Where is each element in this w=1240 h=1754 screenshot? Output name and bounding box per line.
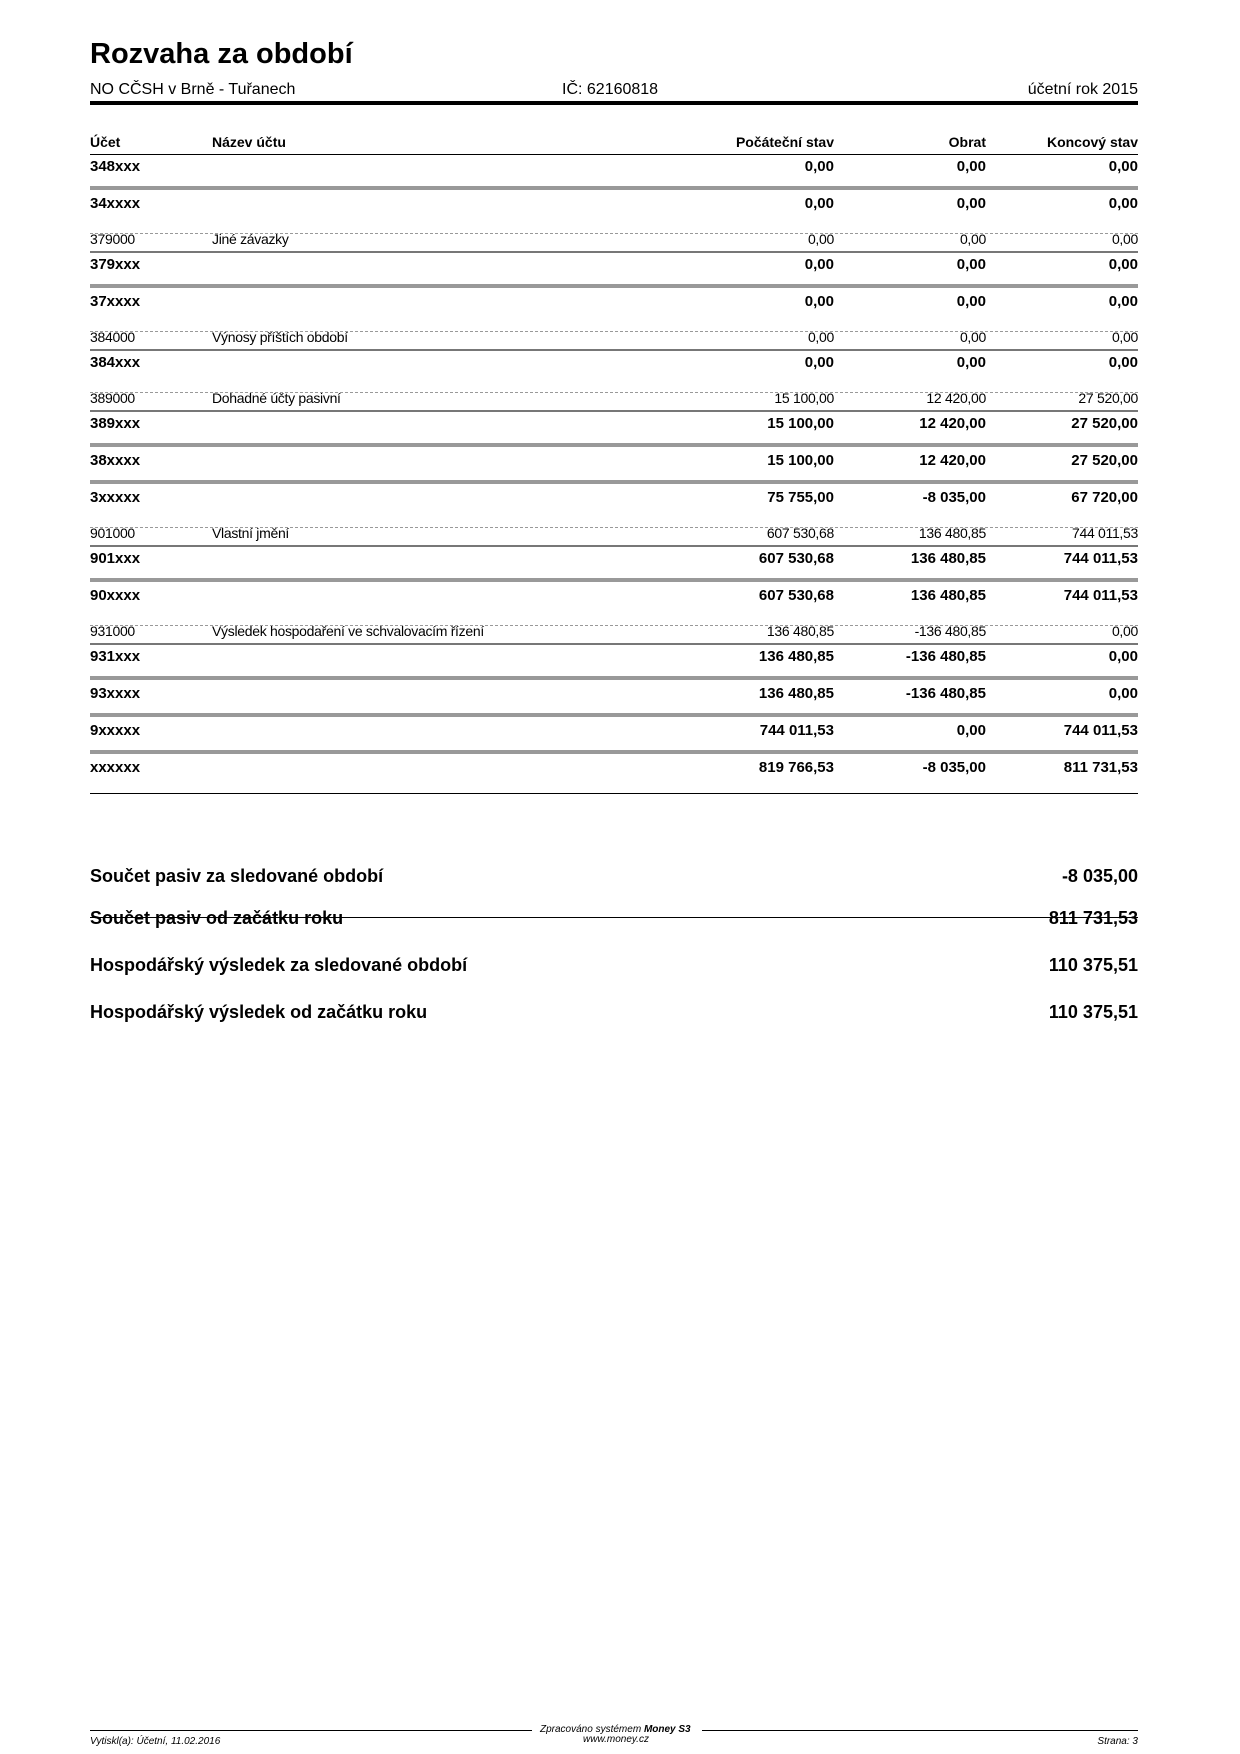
final-balance: 744 011,53	[1063, 722, 1138, 739]
turnover: 0,00	[956, 293, 986, 310]
company-id: IČ: 62160818	[562, 81, 659, 98]
row-separator-thick	[90, 750, 1138, 754]
detail-row	[90, 229, 1138, 249]
final-balance: 0,00	[1108, 293, 1138, 310]
final-balance: 0,00	[1108, 354, 1138, 371]
page-footer	[90, 1724, 1138, 1754]
initial-balance: 75 755,00	[767, 489, 834, 506]
summary-row	[90, 414, 1138, 434]
initial-balance: 136 480,85	[758, 685, 834, 702]
page-title: Rozvaha za období	[90, 38, 353, 70]
account-number: 38xxxx	[90, 452, 141, 469]
initial-balance: 0,00	[804, 256, 834, 273]
turnover: 0,00	[956, 256, 986, 273]
initial-balance: 0,00	[804, 293, 834, 310]
final-balance: 0,00	[1108, 195, 1138, 212]
turnover: -8 035,00	[922, 489, 986, 506]
initial-balance: 607 530,68	[766, 525, 834, 541]
summary-row	[90, 353, 1138, 373]
initial-balance: 15 100,00	[767, 452, 834, 469]
turnover: 0,00	[956, 354, 986, 371]
initial-balance: 607 530,68	[758, 587, 834, 604]
column-end: Koncový stav	[1046, 134, 1138, 150]
account-number: 3xxxxx	[90, 489, 141, 506]
account-number: 384xxx	[90, 354, 141, 371]
report-page	[90, 0, 1138, 1754]
total-value: 110 375,51	[1048, 1002, 1138, 1022]
final-balance: 0,00	[1111, 623, 1138, 639]
turnover: 136 480,85	[918, 525, 986, 541]
row-separator	[90, 545, 1138, 547]
turnover: -8 035,00	[922, 759, 986, 776]
initial-balance: 15 100,00	[774, 390, 834, 406]
final-balance: 744 011,53	[1063, 550, 1138, 567]
account-number: 931xxx	[90, 648, 141, 665]
initial-balance: 136 480,85	[766, 623, 834, 639]
turnover: 0,00	[956, 158, 986, 175]
row-separator	[90, 410, 1138, 412]
summary-row	[90, 488, 1138, 508]
account-number: 384000	[90, 329, 135, 345]
turnover: 0,00	[959, 329, 986, 345]
total-label: Hospodářský výsledek od začátku roku	[90, 1002, 428, 1022]
initial-balance: 0,00	[807, 329, 834, 345]
row-separator-thick	[90, 676, 1138, 680]
processed-prefix: Zpracováno systémem	[540, 1724, 644, 1735]
turnover: 12 420,00	[926, 390, 986, 406]
table-header	[90, 132, 1138, 152]
footer-rule-left	[90, 1730, 532, 1731]
detail-row	[90, 327, 1138, 347]
account-number: 348xxx	[90, 158, 141, 175]
printed-by: Vytiskl(a): Účetní, 11.02.2016	[90, 1736, 221, 1747]
account-number: 34xxxx	[90, 195, 141, 212]
column-name: Název účtu	[212, 134, 286, 150]
turnover: -136 480,85	[905, 685, 986, 702]
page-number: Strana: 3	[1097, 1736, 1138, 1747]
summary-row	[90, 255, 1138, 275]
summary-row	[90, 647, 1138, 667]
account-number: xxxxxx	[90, 759, 141, 776]
final-balance: 0,00	[1111, 231, 1138, 247]
total-row	[90, 864, 1138, 888]
total-label: Hospodářský výsledek za sledované období	[90, 955, 468, 975]
final-balance: 0,00	[1108, 648, 1138, 665]
final-balance: 744 011,53	[1063, 587, 1138, 604]
initial-balance: 0,00	[804, 195, 834, 212]
row-separator	[90, 251, 1138, 253]
final-balance: 0,00	[1111, 329, 1138, 345]
account-number: 389000	[90, 390, 135, 406]
account-number: 9xxxxx	[90, 722, 141, 739]
final-balance: 744 011,53	[1071, 525, 1138, 541]
turnover: -136 480,85	[905, 648, 986, 665]
row-separator	[90, 349, 1138, 351]
final-balance: 27 520,00	[1071, 452, 1138, 469]
row-separator	[90, 643, 1138, 645]
initial-balance: 819 766,53	[758, 759, 834, 776]
initial-balance: 136 480,85	[758, 648, 834, 665]
summary-row	[90, 157, 1138, 177]
final-balance: 27 520,00	[1071, 415, 1138, 432]
turnover: 12 420,00	[919, 452, 986, 469]
row-separator-thick	[90, 284, 1138, 288]
account-number: 931000	[90, 623, 135, 639]
turnover: 136 480,85	[910, 550, 986, 567]
account-number: 901000	[90, 525, 135, 541]
total-value: 811 731,53	[1048, 908, 1138, 928]
account-number: 37xxxx	[90, 293, 141, 310]
account-name: Dohadné účty pasivní	[212, 390, 341, 406]
final-balance: 0,00	[1108, 158, 1138, 175]
initial-balance: 607 530,68	[758, 550, 834, 567]
summary-row	[90, 451, 1138, 471]
final-balance: 0,00	[1108, 256, 1138, 273]
initial-balance: 0,00	[804, 158, 834, 175]
brand-name: Money S3	[643, 1724, 691, 1735]
table-header-rule	[90, 154, 1138, 155]
account-name: Výnosy příštích období	[212, 329, 348, 345]
turnover: 0,00	[956, 195, 986, 212]
final-balance: 811 731,53	[1063, 759, 1138, 776]
detail-row	[90, 523, 1138, 543]
account-number: 90xxxx	[90, 587, 141, 604]
summary-row	[90, 758, 1138, 778]
final-balance: 0,00	[1108, 685, 1138, 702]
turnover: 12 420,00	[919, 415, 986, 432]
account-number: 379xxx	[90, 256, 141, 273]
turnover: 0,00	[956, 722, 986, 739]
total-label: Součet pasiv od začátku roku	[90, 908, 344, 928]
final-balance: 67 720,00	[1071, 489, 1138, 506]
column-account: Účet	[90, 134, 121, 150]
turnover: 0,00	[959, 231, 986, 247]
summary-row	[90, 721, 1138, 741]
initial-balance: 744 011,53	[759, 722, 834, 739]
row-separator-thick	[90, 480, 1138, 484]
initial-balance: 0,00	[804, 354, 834, 371]
total-value: -8 035,00	[1061, 866, 1138, 886]
column-turnover: Obrat	[948, 134, 986, 150]
final-balance: 27 520,00	[1078, 390, 1138, 406]
account-number: 93xxxx	[90, 685, 141, 702]
summary-row	[90, 292, 1138, 312]
column-start: Počáteční stav	[735, 134, 834, 150]
table-end-rule	[90, 793, 1138, 794]
detail-row	[90, 388, 1138, 408]
summary-row	[90, 194, 1138, 214]
account-number: 901xxx	[90, 550, 141, 567]
account-name: Jiné závazky	[212, 231, 289, 247]
turnover: -136 480,85	[914, 623, 986, 639]
initial-balance: 15 100,00	[767, 415, 834, 432]
row-separator-thick	[90, 578, 1138, 582]
account-number: 379000	[90, 231, 135, 247]
organization-name: NO CČSH v Brně - Tuřanech	[90, 81, 296, 98]
header-rule	[90, 101, 1138, 105]
row-separator-thick	[90, 713, 1138, 717]
turnover: 136 480,85	[910, 587, 986, 604]
total-value: 110 375,51	[1048, 955, 1138, 975]
website-link[interactable]: www.money.cz	[583, 1734, 649, 1745]
row-separator-thick	[90, 186, 1138, 190]
footer-rule-right	[702, 1730, 1138, 1731]
total-label: Součet pasiv za sledované období	[90, 866, 384, 886]
initial-balance: 0,00	[807, 231, 834, 247]
fiscal-year: účetní rok 2015	[1027, 81, 1138, 98]
account-name: Výsledek hospodaření ve schvalovacím řízení	[212, 623, 484, 639]
summary-row	[90, 586, 1138, 606]
total-row	[90, 1000, 1138, 1024]
account-number: 389xxx	[90, 415, 141, 432]
row-separator-thick	[90, 443, 1138, 447]
summary-row	[90, 684, 1138, 704]
detail-row	[90, 621, 1138, 641]
account-name: Vlastní jmění	[212, 525, 290, 541]
total-row	[90, 906, 1138, 930]
summary-row	[90, 549, 1138, 569]
total-row	[90, 953, 1138, 977]
